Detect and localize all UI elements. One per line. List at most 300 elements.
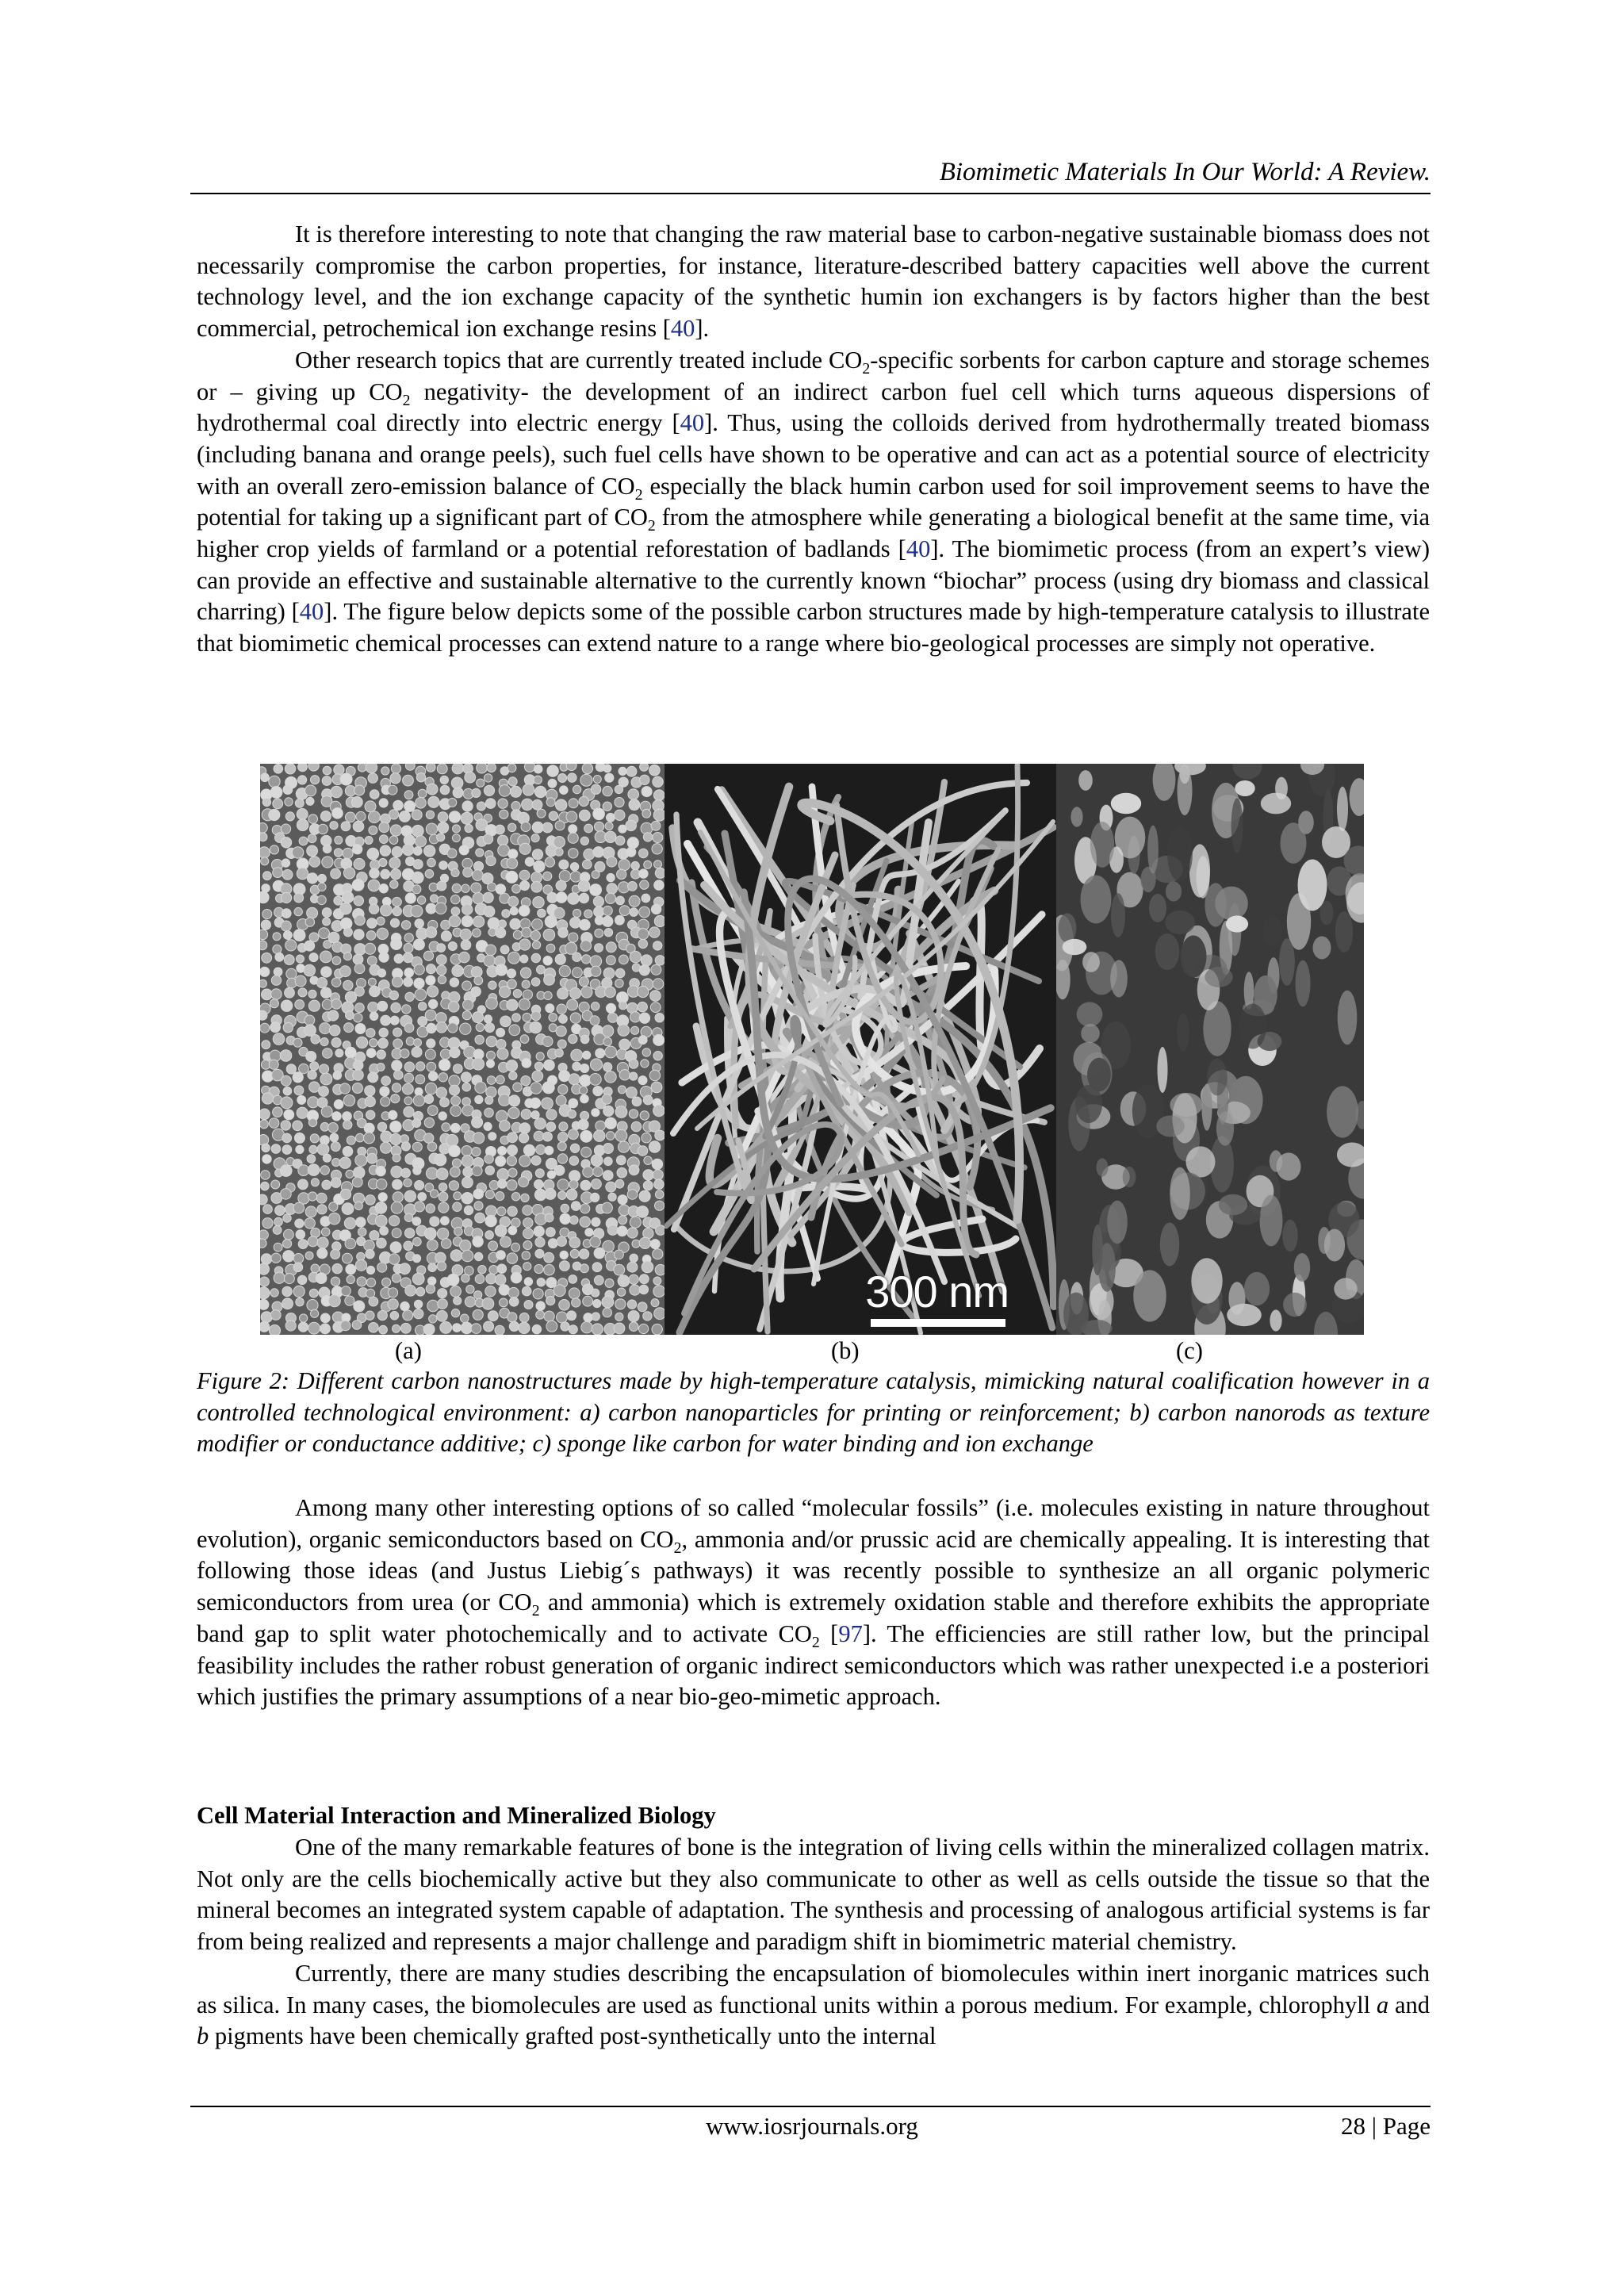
- nanoparticle-texture: [331, 1250, 340, 1259]
- nanoparticle-texture: [311, 1035, 320, 1045]
- nanoparticle-texture: [579, 893, 588, 903]
- nanoparticle-texture: [473, 1189, 484, 1199]
- nanoparticle-texture: [283, 1214, 291, 1222]
- nanoparticle-texture: [513, 1083, 523, 1092]
- nanoparticle-texture: [497, 1207, 506, 1216]
- nanoparticle-texture: [638, 1302, 647, 1312]
- nanoparticle-texture: [298, 1240, 308, 1249]
- nanoparticle-texture: [377, 1001, 388, 1011]
- nanoparticle-texture: [308, 1322, 320, 1334]
- sponge-pore-texture: [1279, 938, 1295, 986]
- nanoparticle-texture: [580, 1180, 591, 1190]
- nanoparticle-texture: [282, 1145, 292, 1155]
- nanoparticle-texture: [294, 1133, 304, 1143]
- nanoparticle-texture: [642, 1048, 650, 1056]
- nanoparticle-texture: [263, 872, 272, 880]
- nanoparticle-texture: [460, 1240, 471, 1251]
- nanoparticle-texture: [496, 1251, 506, 1260]
- citation-link[interactable]: 40: [670, 315, 695, 343]
- nanoparticle-texture: [593, 896, 603, 907]
- panel-b-nanorods-image: [665, 764, 1056, 1335]
- nanoparticle-texture: [644, 861, 652, 868]
- nanoparticle-texture: [353, 821, 364, 832]
- nanoparticle-texture: [423, 1324, 435, 1335]
- sponge-pore-texture: [1191, 1258, 1222, 1303]
- nanoparticle-texture: [354, 964, 365, 974]
- nanoparticle-texture: [557, 1142, 566, 1151]
- nanoparticle-texture: [643, 1312, 652, 1320]
- nanoparticle-texture: [656, 1225, 665, 1236]
- nanoparticle-texture: [275, 1205, 285, 1216]
- nanoparticle-texture: [499, 785, 511, 797]
- nanoparticle-texture: [476, 849, 484, 857]
- nanoparticle-texture: [473, 1236, 483, 1247]
- nanoparticle-texture: [311, 1179, 319, 1186]
- nanoparticle-texture: [510, 918, 521, 930]
- nanoparticle-texture: [285, 812, 294, 821]
- nanoparticle-texture: [316, 1193, 327, 1203]
- nanoparticle-texture: [556, 880, 566, 891]
- nanoparticle-texture: [426, 903, 436, 914]
- nanoparticle-texture: [474, 1291, 482, 1299]
- nanoparticle-texture: [262, 884, 270, 892]
- nanoparticle-texture: [427, 1023, 436, 1033]
- nanoparticle-texture: [523, 1218, 533, 1228]
- nanoparticle-texture: [404, 1179, 412, 1186]
- nanoparticle-texture: [507, 1180, 517, 1190]
- nanoparticle-texture: [560, 1213, 570, 1224]
- text-run: [: [819, 1619, 839, 1647]
- nanoparticle-texture: [462, 1146, 472, 1156]
- nanoparticle-texture: [488, 1133, 496, 1140]
- sponge-pore-texture: [1283, 1293, 1307, 1317]
- sponge-pore-texture: [1275, 777, 1288, 800]
- nanoparticle-texture: [544, 1264, 555, 1275]
- nanoparticle-texture: [568, 1110, 576, 1118]
- nanoparticle-texture: [270, 1022, 281, 1033]
- nanoparticle-texture: [369, 826, 377, 834]
- nanoparticle-texture: [485, 1015, 492, 1023]
- nanoparticle-texture: [489, 1181, 499, 1190]
- nanoparticle-texture: [485, 1023, 495, 1033]
- citation-link[interactable]: 40: [680, 409, 705, 437]
- nanoparticle-texture: [295, 799, 304, 807]
- nanoparticle-texture: [534, 1062, 543, 1071]
- nanoparticle-texture: [284, 931, 293, 940]
- nanoparticle-texture: [293, 1121, 303, 1131]
- nanoparticle-texture: [654, 1179, 664, 1189]
- nanoparticle-texture: [399, 1263, 410, 1274]
- nanoparticle-texture: [594, 1248, 605, 1259]
- footer-url[interactable]: www.iosrjournals.org: [706, 2112, 918, 2140]
- nanoparticle-texture: [531, 882, 542, 893]
- subscript: 2: [673, 1539, 682, 1557]
- nanoparticle-texture: [403, 1083, 414, 1094]
- nanoparticle-texture: [390, 918, 399, 927]
- nanoparticle-texture: [454, 1297, 462, 1305]
- nanoparticle-texture: [440, 776, 448, 784]
- nanoparticle-texture: [323, 766, 331, 775]
- nanoparticle-texture: [580, 941, 591, 951]
- sponge-pore-texture: [1219, 1194, 1247, 1216]
- nanoparticle-texture: [546, 1297, 555, 1305]
- nanoparticle-texture: [260, 1230, 268, 1240]
- nanoparticle-texture: [462, 1011, 471, 1020]
- nanoparticle-texture: [619, 1205, 630, 1216]
- nanoparticle-texture: [283, 1087, 292, 1095]
- nanoparticle-texture: [454, 1227, 463, 1236]
- nanoparticle-texture: [346, 1011, 354, 1020]
- nanoparticle-texture: [569, 825, 577, 834]
- nanoparticle-texture: [437, 965, 446, 975]
- subscript: 2: [402, 391, 411, 409]
- nanoparticle-texture: [415, 1181, 424, 1190]
- nanoparticle-texture: [654, 880, 664, 890]
- nanoparticle-texture: [366, 764, 377, 773]
- nanoparticle-texture: [269, 1118, 279, 1129]
- nanoparticle-texture: [569, 1325, 577, 1334]
- nanoparticle-texture: [405, 1285, 416, 1296]
- nanoparticle-texture: [319, 1087, 329, 1097]
- nanoparticle-texture: [403, 1310, 413, 1320]
- sponge-pore-texture: [1180, 765, 1190, 784]
- paragraph-4: One of the many remarkable features of bone is the integration of living cells within the mineralized collagen matrix. Not only are the cells biochemically active but they also communicate to other as well as cells outside the tissue so that the mineral becomes an integrated system capable of adaptation. The synthesis and processing of analogous artificial systems is far from being realized and represents a major challenge and paradigm shift in biomimetric material chemistry.: [197, 1834, 1430, 1956]
- nanoparticle-texture: [559, 1122, 568, 1131]
- nanoparticle-texture: [592, 1109, 599, 1117]
- nanoparticle-texture: [523, 1241, 532, 1250]
- nanoparticle-texture: [533, 941, 541, 949]
- nanoparticle-texture: [332, 1112, 341, 1121]
- nanoparticle-texture: [358, 1228, 366, 1236]
- nanoparticle-texture: [472, 1117, 483, 1128]
- nanoparticle-texture: [619, 1141, 630, 1152]
- nanoparticle-texture: [263, 1205, 273, 1214]
- nanoparticle-texture: [389, 1110, 397, 1119]
- nanoparticle-texture: [366, 1266, 374, 1274]
- sponge-pore-texture: [1133, 1270, 1166, 1321]
- nanoparticle-texture: [534, 1180, 544, 1190]
- nanoparticle-texture: [331, 1038, 341, 1048]
- nanoparticle-texture: [546, 1004, 554, 1013]
- nanoparticle-texture: [342, 891, 353, 903]
- nanoparticle-texture: [638, 939, 647, 948]
- nanoparticle-texture: [370, 790, 379, 799]
- nanoparticle-texture: [423, 951, 433, 960]
- nanoparticle-texture: [500, 1236, 511, 1248]
- nanoparticle-texture: [375, 1202, 387, 1214]
- panel-c-sponge-carbon-image: [1056, 764, 1364, 1335]
- nanoparticle-texture: [522, 980, 530, 988]
- nanoparticle-texture: [366, 1195, 376, 1205]
- nanoparticle-texture: [389, 1254, 400, 1265]
- nanoparticle-texture: [639, 849, 649, 858]
- nanoparticle-texture: [320, 1313, 330, 1323]
- paragraph-5: [197, 1958, 1430, 2053]
- nanoparticle-texture: [345, 1047, 356, 1058]
- sponge-pore-texture: [1296, 960, 1311, 1007]
- nanoparticle-texture: [507, 1156, 516, 1165]
- nanoparticle-texture: [449, 811, 460, 822]
- nanoparticle-texture: [293, 1038, 302, 1047]
- nanoparticle-texture: [404, 1241, 413, 1251]
- nanoparticle-texture: [640, 775, 649, 784]
- nanoparticle-texture: [524, 1301, 533, 1309]
- nanoparticle-texture: [270, 1289, 278, 1297]
- nanoparticle-texture: [440, 1098, 450, 1107]
- nanoparticle-texture: [260, 1263, 270, 1274]
- nanoparticle-texture: [390, 1133, 401, 1144]
- nanoparticle-texture: [318, 874, 327, 883]
- nanoparticle-texture: [404, 791, 413, 799]
- sponge-pore-texture: [1334, 1278, 1357, 1299]
- nanoparticle-texture: [358, 764, 366, 772]
- nanoparticle-texture: [522, 799, 534, 811]
- nanoparticle-texture: [260, 1239, 266, 1248]
- nanoparticle-texture: [615, 1179, 624, 1188]
- nanoparticle-texture: [545, 1146, 553, 1155]
- nanoparticle-texture: [569, 1237, 580, 1248]
- sponge-carbon-micrograph: [1056, 764, 1364, 1335]
- nanoparticle-texture: [496, 1040, 506, 1049]
- nanoparticle-texture: [519, 999, 530, 1010]
- nanoparticle-texture: [381, 1142, 392, 1153]
- nanoparticle-texture: [308, 1000, 320, 1011]
- nanoparticle-texture: [320, 1064, 329, 1074]
- nanoparticle-texture: [508, 1226, 517, 1235]
- nanoparticle-texture: [488, 981, 496, 989]
- sponge-pore-texture: [1337, 787, 1348, 831]
- nanoparticle-texture: [604, 929, 612, 937]
- nanoparticle-texture: [426, 764, 435, 772]
- nanoparticle-texture: [297, 955, 304, 963]
- nanoparticle-texture: [401, 921, 410, 930]
- nanoparticle-texture: [629, 1165, 639, 1175]
- nanoparticle-texture: [637, 1206, 649, 1218]
- nanoparticle-texture: [281, 1165, 293, 1177]
- nanoparticle-texture: [521, 1076, 530, 1086]
- nanoparticle-texture: [605, 1071, 617, 1083]
- nanoparticle-texture: [342, 1203, 354, 1215]
- nanoparticle-texture: [340, 1320, 350, 1331]
- nanoparticle-texture: [496, 1156, 506, 1167]
- nanoparticle-texture: [580, 1204, 590, 1213]
- nanoparticle-texture: [523, 1144, 534, 1156]
- nanoparticle-texture: [431, 1190, 439, 1198]
- nanoparticle-texture: [428, 1071, 438, 1081]
- nanoparticle-texture: [582, 764, 592, 774]
- nanoparticle-texture: [463, 999, 473, 1010]
- nanoparticle-texture: [307, 907, 318, 918]
- citation-link[interactable]: 40: [906, 535, 931, 563]
- nanoparticle-texture: [354, 930, 364, 940]
- nanoparticle-texture: [282, 859, 289, 867]
- nanoparticle-texture: [475, 1035, 484, 1044]
- nanoparticle-texture: [653, 1249, 663, 1259]
- sponge-pore-texture: [1231, 798, 1243, 853]
- nanoparticle-texture: [603, 1106, 614, 1116]
- nanoparticle-texture: [321, 1106, 332, 1117]
- nanoparticle-texture: [260, 833, 267, 841]
- nanoparticle-texture: [393, 800, 403, 810]
- nanoparticle-texture: [511, 786, 522, 797]
- nanoparticle-texture: [579, 810, 590, 821]
- nanoparticle-texture: [334, 765, 344, 775]
- nanoparticle-texture: [426, 976, 435, 985]
- nanoparticle-texture: [570, 1013, 580, 1023]
- nanoparticle-texture: [589, 1074, 601, 1086]
- nanoparticle-texture: [346, 1264, 356, 1274]
- nanoparticle-texture: [484, 906, 495, 917]
- nanoparticle-texture: [498, 835, 508, 845]
- nanoparticle-texture: [560, 786, 569, 795]
- citation-link[interactable]: 97: [838, 1619, 863, 1647]
- paragraph-1: [197, 219, 1430, 345]
- nanoparticle-texture: [262, 953, 272, 963]
- nanoparticle-texture: [440, 1049, 450, 1060]
- sponge-pore-texture: [1226, 915, 1248, 932]
- nanoparticle-texture: [572, 1298, 580, 1307]
- nanoparticle-texture: [524, 764, 534, 772]
- nanoparticle-texture: [417, 896, 425, 904]
- nanoparticle-texture: [285, 987, 295, 998]
- nanoparticle-texture: [321, 967, 331, 977]
- nanoparticle-texture: [339, 1083, 350, 1094]
- nanoparticle-texture: [581, 987, 592, 998]
- nanoparticle-texture: [615, 836, 625, 845]
- panel-label-a: (a): [395, 1337, 422, 1364]
- sponge-pore-texture: [1165, 910, 1195, 934]
- nanoparticle-texture: [352, 880, 364, 891]
- nanoparticle-texture: [486, 1205, 497, 1217]
- nanoparticle-texture: [368, 880, 380, 891]
- nanoparticle-texture: [543, 956, 552, 965]
- nanoparticle-texture: [404, 943, 413, 953]
- nanoparticle-texture: [495, 1325, 504, 1335]
- nanoparticle-texture: [282, 1298, 293, 1309]
- nanoparticle-texture: [282, 1133, 292, 1143]
- nanoparticle-texture: [412, 810, 422, 820]
- nanoparticle-texture: [471, 1324, 481, 1334]
- sponge-pore-texture: [1170, 1167, 1190, 1220]
- nanoparticle-texture: [546, 1278, 557, 1288]
- nanoparticle-texture: [388, 785, 397, 795]
- nanoparticle-texture: [450, 1250, 462, 1262]
- nanoparticle-texture: [477, 779, 485, 787]
- nanoparticle-texture: [592, 871, 599, 879]
- nanoparticle-texture: [522, 1286, 531, 1296]
- nanoparticle-texture: [293, 1072, 303, 1083]
- body-text-mid: [197, 1493, 1430, 1713]
- nanoparticle-texture: [581, 1147, 592, 1157]
- section-heading: Cell Material Interaction and Mineralized Biology: [197, 1802, 716, 1829]
- italic-term: b: [197, 2022, 209, 2050]
- nanoparticle-texture: [508, 1107, 519, 1118]
- nanoparticle-texture: [391, 869, 401, 880]
- nanoparticle-texture: [508, 1168, 517, 1177]
- nanoparticle-texture: [525, 857, 534, 866]
- nanoparticle-texture: [260, 941, 267, 950]
- nanoparticle-texture: [345, 1296, 354, 1305]
- nanoparticle-texture: [270, 787, 282, 799]
- nanoparticle-texture: [406, 1037, 414, 1045]
- nanoparticle-texture: [567, 1311, 576, 1320]
- nanoparticle-texture: [377, 1064, 385, 1071]
- nanoparticle-texture: [653, 979, 664, 990]
- nanoparticle-texture: [354, 1014, 362, 1022]
- nanoparticle-texture: [567, 999, 578, 1010]
- nanoparticle-texture: [519, 939, 530, 950]
- sponge-pore-texture: [1110, 960, 1128, 997]
- sponge-pore-texture: [1147, 826, 1159, 874]
- nanoparticle-texture: [500, 1298, 508, 1307]
- nanoparticle-texture: [593, 808, 605, 820]
- nanoparticle-texture: [546, 1110, 557, 1120]
- nanoparticle-texture: [627, 838, 638, 849]
- nanoparticle-texture: [655, 1014, 664, 1022]
- nanoparticle-texture: [474, 976, 483, 985]
- panel-label-b: (b): [831, 1337, 860, 1364]
- nanoparticle-texture: [295, 1219, 304, 1228]
- nanoparticle-texture: [603, 1144, 614, 1154]
- nanoparticle-texture: [653, 776, 663, 787]
- nanoparticle-texture: [627, 1262, 638, 1272]
- nanoparticle-texture: [356, 1133, 365, 1142]
- nanoparticle-texture: [402, 1005, 411, 1014]
- nanoparticle-texture: [449, 915, 461, 927]
- figure-2: [260, 764, 1364, 1335]
- nanoparticle-texture: [282, 909, 291, 918]
- nanoparticle-texture: [356, 811, 366, 821]
- nanoparticle-texture: [538, 909, 546, 918]
- nanoparticle-texture: [559, 965, 570, 976]
- nanoparticle-texture: [307, 845, 318, 857]
- nanoparticle-texture: [508, 952, 520, 964]
- nanoparticle-texture: [320, 811, 331, 822]
- paragraph-2: [197, 345, 1430, 660]
- nanoparticle-texture: [427, 986, 438, 997]
- nanoparticle-texture: [653, 1052, 662, 1060]
- nanoparticle-texture: [300, 1314, 308, 1322]
- nanoparticle-texture: [273, 799, 283, 809]
- nanoparticle-texture: [389, 810, 399, 819]
- citation-link[interactable]: 40: [299, 598, 324, 626]
- sponge-pore-texture: [1313, 937, 1331, 960]
- sponge-pore-texture: [1318, 1227, 1331, 1254]
- nanoparticle-texture: [585, 1228, 593, 1236]
- nanoparticle-texture: [486, 1087, 496, 1097]
- footer-page-number: 28 | Page: [1341, 2112, 1431, 2140]
- nanoparticle-texture: [653, 809, 665, 821]
- nanoparticle-texture: [425, 1083, 437, 1094]
- nanoparticle-texture: [549, 1014, 557, 1022]
- nanoparticle-texture: [590, 1236, 601, 1248]
- nanoparticle-texture: [497, 1169, 509, 1181]
- nanoparticle-texture: [496, 825, 505, 834]
- nanoparticle-texture: [654, 861, 662, 868]
- nanoparticle-texture: [508, 777, 517, 786]
- nanoparticle-texture: [569, 1275, 577, 1284]
- nanoparticle-texture: [440, 1322, 452, 1334]
- nanoparticle-texture: [532, 822, 543, 833]
- nanoparticle-texture: [615, 798, 624, 807]
- paragraph-3: [197, 1493, 1430, 1713]
- nanoparticle-texture: [573, 785, 580, 793]
- nanoparticle-texture: [438, 976, 446, 983]
- nanoparticle-texture: [583, 1051, 591, 1059]
- nanoparticle-texture: [486, 998, 498, 1010]
- nanoparticle-texture: [270, 1310, 281, 1320]
- nanoparticle-texture: [365, 1096, 375, 1106]
